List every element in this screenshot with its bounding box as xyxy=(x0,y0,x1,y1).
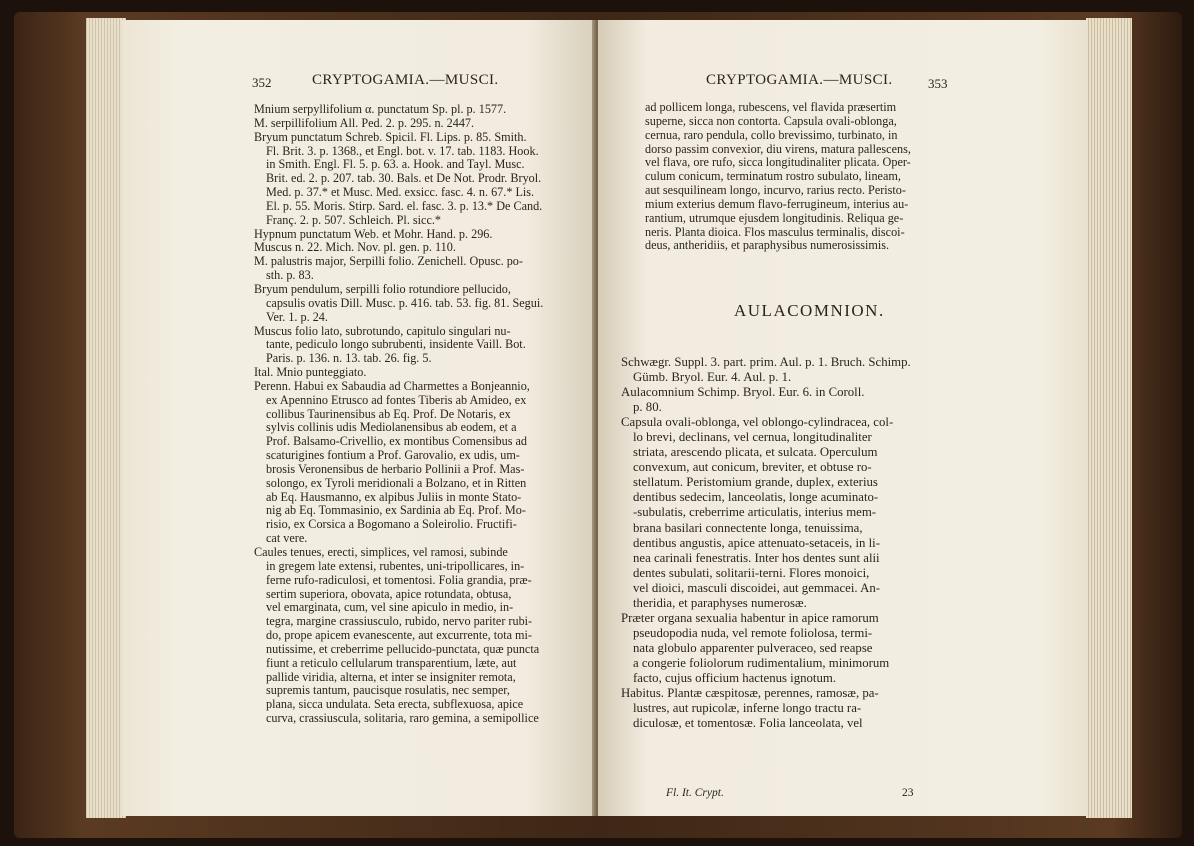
text-line: M. palustris major, Serpilli folio. Zenichell. Opusc. po- xyxy=(254,254,523,269)
text-line: Schwægr. Suppl. 3. part. prim. Aul. p. 1. Bruch. Schimp. xyxy=(621,355,911,369)
right-page-number: 353 xyxy=(928,76,948,91)
text-line: vel emarginata, cum, vel sine apiculo in medio, in- xyxy=(266,600,514,615)
text-line: Habitus. Plantæ cæspitosæ, perennes, ramosæ, pa- xyxy=(621,686,879,701)
left-page-edges xyxy=(86,18,126,818)
text-line: Muscus folio lato, subrotundo, capitulo singulari nu- xyxy=(254,323,511,338)
text-line: Mnium serpyllifolium α. punctatum Sp. pl. p. 1577. xyxy=(254,102,507,116)
text-line: Caules tenues, erecti, simplices, vel ramosi, subinde xyxy=(254,545,508,559)
text-line: Med. p. 37.* et Musc. Med. exsicc. fasc. 4. n. 67.* Lis. xyxy=(266,185,535,200)
text-line: mium exterius demum flavo-ferrugineum, interius au- xyxy=(645,196,909,211)
text-line: Paris. p. 136. n. 13. tab. 26. fig. 5. xyxy=(266,351,432,366)
text-line: Muscus n. 22. Mich. Nov. pl. gen. p. 110. xyxy=(254,240,456,255)
text-line: aut sesquilineam longo, incurvo, rarius recto. Peristo- xyxy=(645,183,906,198)
text-line: nig ab Eq. Tommasinio, ex Sardinia ab Eq. Prof. Mo- xyxy=(266,503,526,518)
text-line: Ver. 1. p. 24. xyxy=(266,309,328,324)
right-running-head: CRYPTOGAMIA.—MUSCI. xyxy=(706,72,893,88)
text-line: capsulis ovatis Dill. Musc. p. 416. tab. 53. fig. 81. Segui. xyxy=(266,295,544,310)
text-line: Bryum punctatum Schreb. Spicil. Fl. Lips. p. 85. Smith. xyxy=(254,129,527,144)
text-line: do, prope apicem evanescente, aut excurrente, tota mi- xyxy=(266,628,532,643)
text-line: cernua, raro pendula, collo brevissimo, turbinato, in xyxy=(645,127,898,142)
text-line: diculosæ, et tomentosæ. Folia lanceolata, vel xyxy=(633,716,863,731)
text-line: lo brevi, declinans, vel cernua, longitudinaliter xyxy=(633,430,872,445)
right-page-continuation xyxy=(645,101,911,253)
text-line: plana, sicca undulata. Seta erecta, subflexuosa, apice xyxy=(266,697,524,712)
text-line: in Smith. Engl. Fl. 5. p. 63. a. Hook. and Tayl. Musc. xyxy=(266,157,525,172)
text-line: dentes subulati, solitarii-terni. Flores monoici, xyxy=(633,565,870,580)
text-line: M. serpillifolium All. Ped. 2. p. 295. n. 2447. xyxy=(254,115,475,130)
text-line: neris. Planta dioica. Flos masculus terminalis, discoi- xyxy=(645,224,905,239)
text-line: brana basilari connectente longa, tenuissima, xyxy=(633,520,863,535)
text-line: tante, pediculo longo subrubenti, insidente Vaill. Bot. xyxy=(266,337,526,352)
text-line: sth. p. 83. xyxy=(266,268,314,283)
text-line: dorso passim convexior, diu virens, matura pallescens, xyxy=(645,141,911,156)
text-line: curva, crassiuscula, solitaria, raro gemina, a semipollice xyxy=(266,711,539,726)
text-line: Aulacomnium Schimp. Bryol. Eur. 6. in Coroll. xyxy=(621,385,865,400)
text-line: Franç. 2. p. 507. Schleich. Pl. sicc.* xyxy=(266,212,441,227)
left-running-head: CRYPTOGAMIA.—MUSCI. xyxy=(312,72,499,88)
text-line: pseudopodia nuda, vel remote foliolosa, termi- xyxy=(633,625,873,640)
text-line: nutissime, et creberrime pellucido-punctata, quæ puncta xyxy=(266,641,540,656)
text-line: Fl. Brit. 3. p. 1368., et Engl. bot. v. 17. tab. 1183. Hook. xyxy=(266,143,539,158)
text-line: brosis Veronensibus de herbario Pollinii a Prof. Mas- xyxy=(266,461,525,476)
text-line: Ital. Mnio punteggiato. xyxy=(254,365,367,380)
text-line: ab Eq. Hausmanno, ex alpibus Juliis in monte Stato- xyxy=(266,489,522,504)
text-line: Perenn. Habui ex Sabaudia ad Charmettes a Bonjeannio, xyxy=(254,378,530,393)
text-line: dentibus sedecim, lanceolatis, longe acuminato- xyxy=(633,490,879,505)
text-line: Brit. ed. 2. p. 207. tab. 30. Bals. et De Not. Prodr. Bryol. xyxy=(266,171,542,186)
text-line: risio, ex Corsica a Bogomano a Soleirolio. Fructifi- xyxy=(266,517,517,532)
text-line: culum conicum, terminatum rostro subulato, lineam, xyxy=(645,169,901,184)
text-line: Gümb. Bryol. Eur. 4. Aul. p. 1. xyxy=(633,370,792,385)
text-line: solongo, ex Tyroli meridionali a Bolzano, et in Ritten xyxy=(266,475,527,490)
footer-signature: Fl. It. Crypt. xyxy=(666,787,724,799)
text-line: cat vere. xyxy=(266,531,308,546)
text-line: rantium, utrumque ejusdem longitudinis. Reliqua ge- xyxy=(645,210,904,225)
text-line: ex Apennino Etrusco ad fontes Tiberis ab Amideo, ex xyxy=(266,392,527,407)
text-line: Hypnum punctatum Web. et Mohr. Hand. p. 296. xyxy=(254,226,493,241)
text-line: ferne rufo-radiculosi, et tomentosi. Folia grandia, præ- xyxy=(266,572,532,587)
text-line: nata globulo apparenter pulveraceo, sed reapse xyxy=(633,640,873,655)
text-line: El. p. 55. Moris. Stirp. Sard. el. fasc. 3. p. 13.* De Cand. xyxy=(266,198,543,213)
text-line: scaturigines fontium a Prof. Garovalio, ex udis, um- xyxy=(266,448,520,463)
left-page xyxy=(122,20,596,816)
text-line: sylvis collinis udis Mediolanensibus ab eodem, et a xyxy=(266,420,517,435)
text-line: convexum, aut conicum, breviter, et obtuse ro- xyxy=(633,460,872,475)
right-page xyxy=(598,20,1088,816)
text-line: pallide viridia, alterna, et inter se insigniter remota, xyxy=(266,669,516,684)
text-line: supremis tantum, paucisque rosulatis, nec semper, xyxy=(266,683,510,698)
text-line: nea carinali fenestratis. Inter hos dentes sunt alii xyxy=(633,550,880,565)
text-line: Capsula ovali-oblonga, vel oblongo-cylindracea, col- xyxy=(621,415,894,430)
text-line: theridia, et paraphyses numerosæ. xyxy=(633,595,807,610)
text-line: -subulatis, creberrime articulatis, interius mem- xyxy=(633,505,877,520)
text-line: lustres, aut rupicolæ, inferne longo tractu ra- xyxy=(633,701,862,716)
text-line: sertim superiora, obovata, apice rotundata, obtusa, xyxy=(266,586,512,601)
text-line: p. 80. xyxy=(633,400,662,415)
right-page-edges xyxy=(1086,18,1132,818)
left-page-text xyxy=(254,103,543,726)
text-line: deus, antheridiis, et paraphysibus numerosissimis. xyxy=(645,238,890,253)
footer-sheet-number: 23 xyxy=(902,787,914,799)
text-line: tegra, margine crassiusculo, rubido, nervo pariter rubi- xyxy=(266,614,533,629)
text-line: dentibus angustis, apice attenuato-setaceis, in li- xyxy=(633,535,880,550)
text-line: fiunt a reticulo cellularum transparentium, læte, aut xyxy=(266,655,517,670)
text-line: Præter organa sexualia habentur in apice ramorum xyxy=(621,610,879,625)
text-line: in gregem late extensi, rubentes, uni-tripollicares, in- xyxy=(266,558,525,573)
text-line: superne, sicca non contorta. Capsula ovali-oblonga, xyxy=(645,113,897,128)
text-line: collibus Taurinensibus ab Eq. Prof. De Notaris, ex xyxy=(266,406,511,421)
text-line: vel dioici, masculi discoidei, aut gemmacei. An- xyxy=(633,580,880,595)
text-line: a congerie foliolorum rudimentalium, minimorum xyxy=(633,655,890,670)
text-line: Bryum pendulum, serpilli folio rotundiore pellucido, xyxy=(254,281,511,296)
right-page-text xyxy=(621,355,911,731)
text-line: stellatum. Peristomium grande, duplex, exterius xyxy=(633,475,878,490)
section-title: AULACOMNION. xyxy=(734,301,885,320)
text-line: striata, arescendo plicata, et sulcata. Operculum xyxy=(633,445,878,460)
text-line: ad pollicem longa, rubescens, vel flavida præsertim xyxy=(645,100,897,114)
left-page-number: 352 xyxy=(252,75,272,90)
text-line: facto, cujus officium hactenus ignotum. xyxy=(633,670,837,685)
text-line: Prof. Balsamo-Crivellio, ex montibus Comensibus ad xyxy=(266,434,527,449)
text-line: vel flava, ore rufo, sicca longitudinaliter plicata. Oper- xyxy=(645,155,911,170)
